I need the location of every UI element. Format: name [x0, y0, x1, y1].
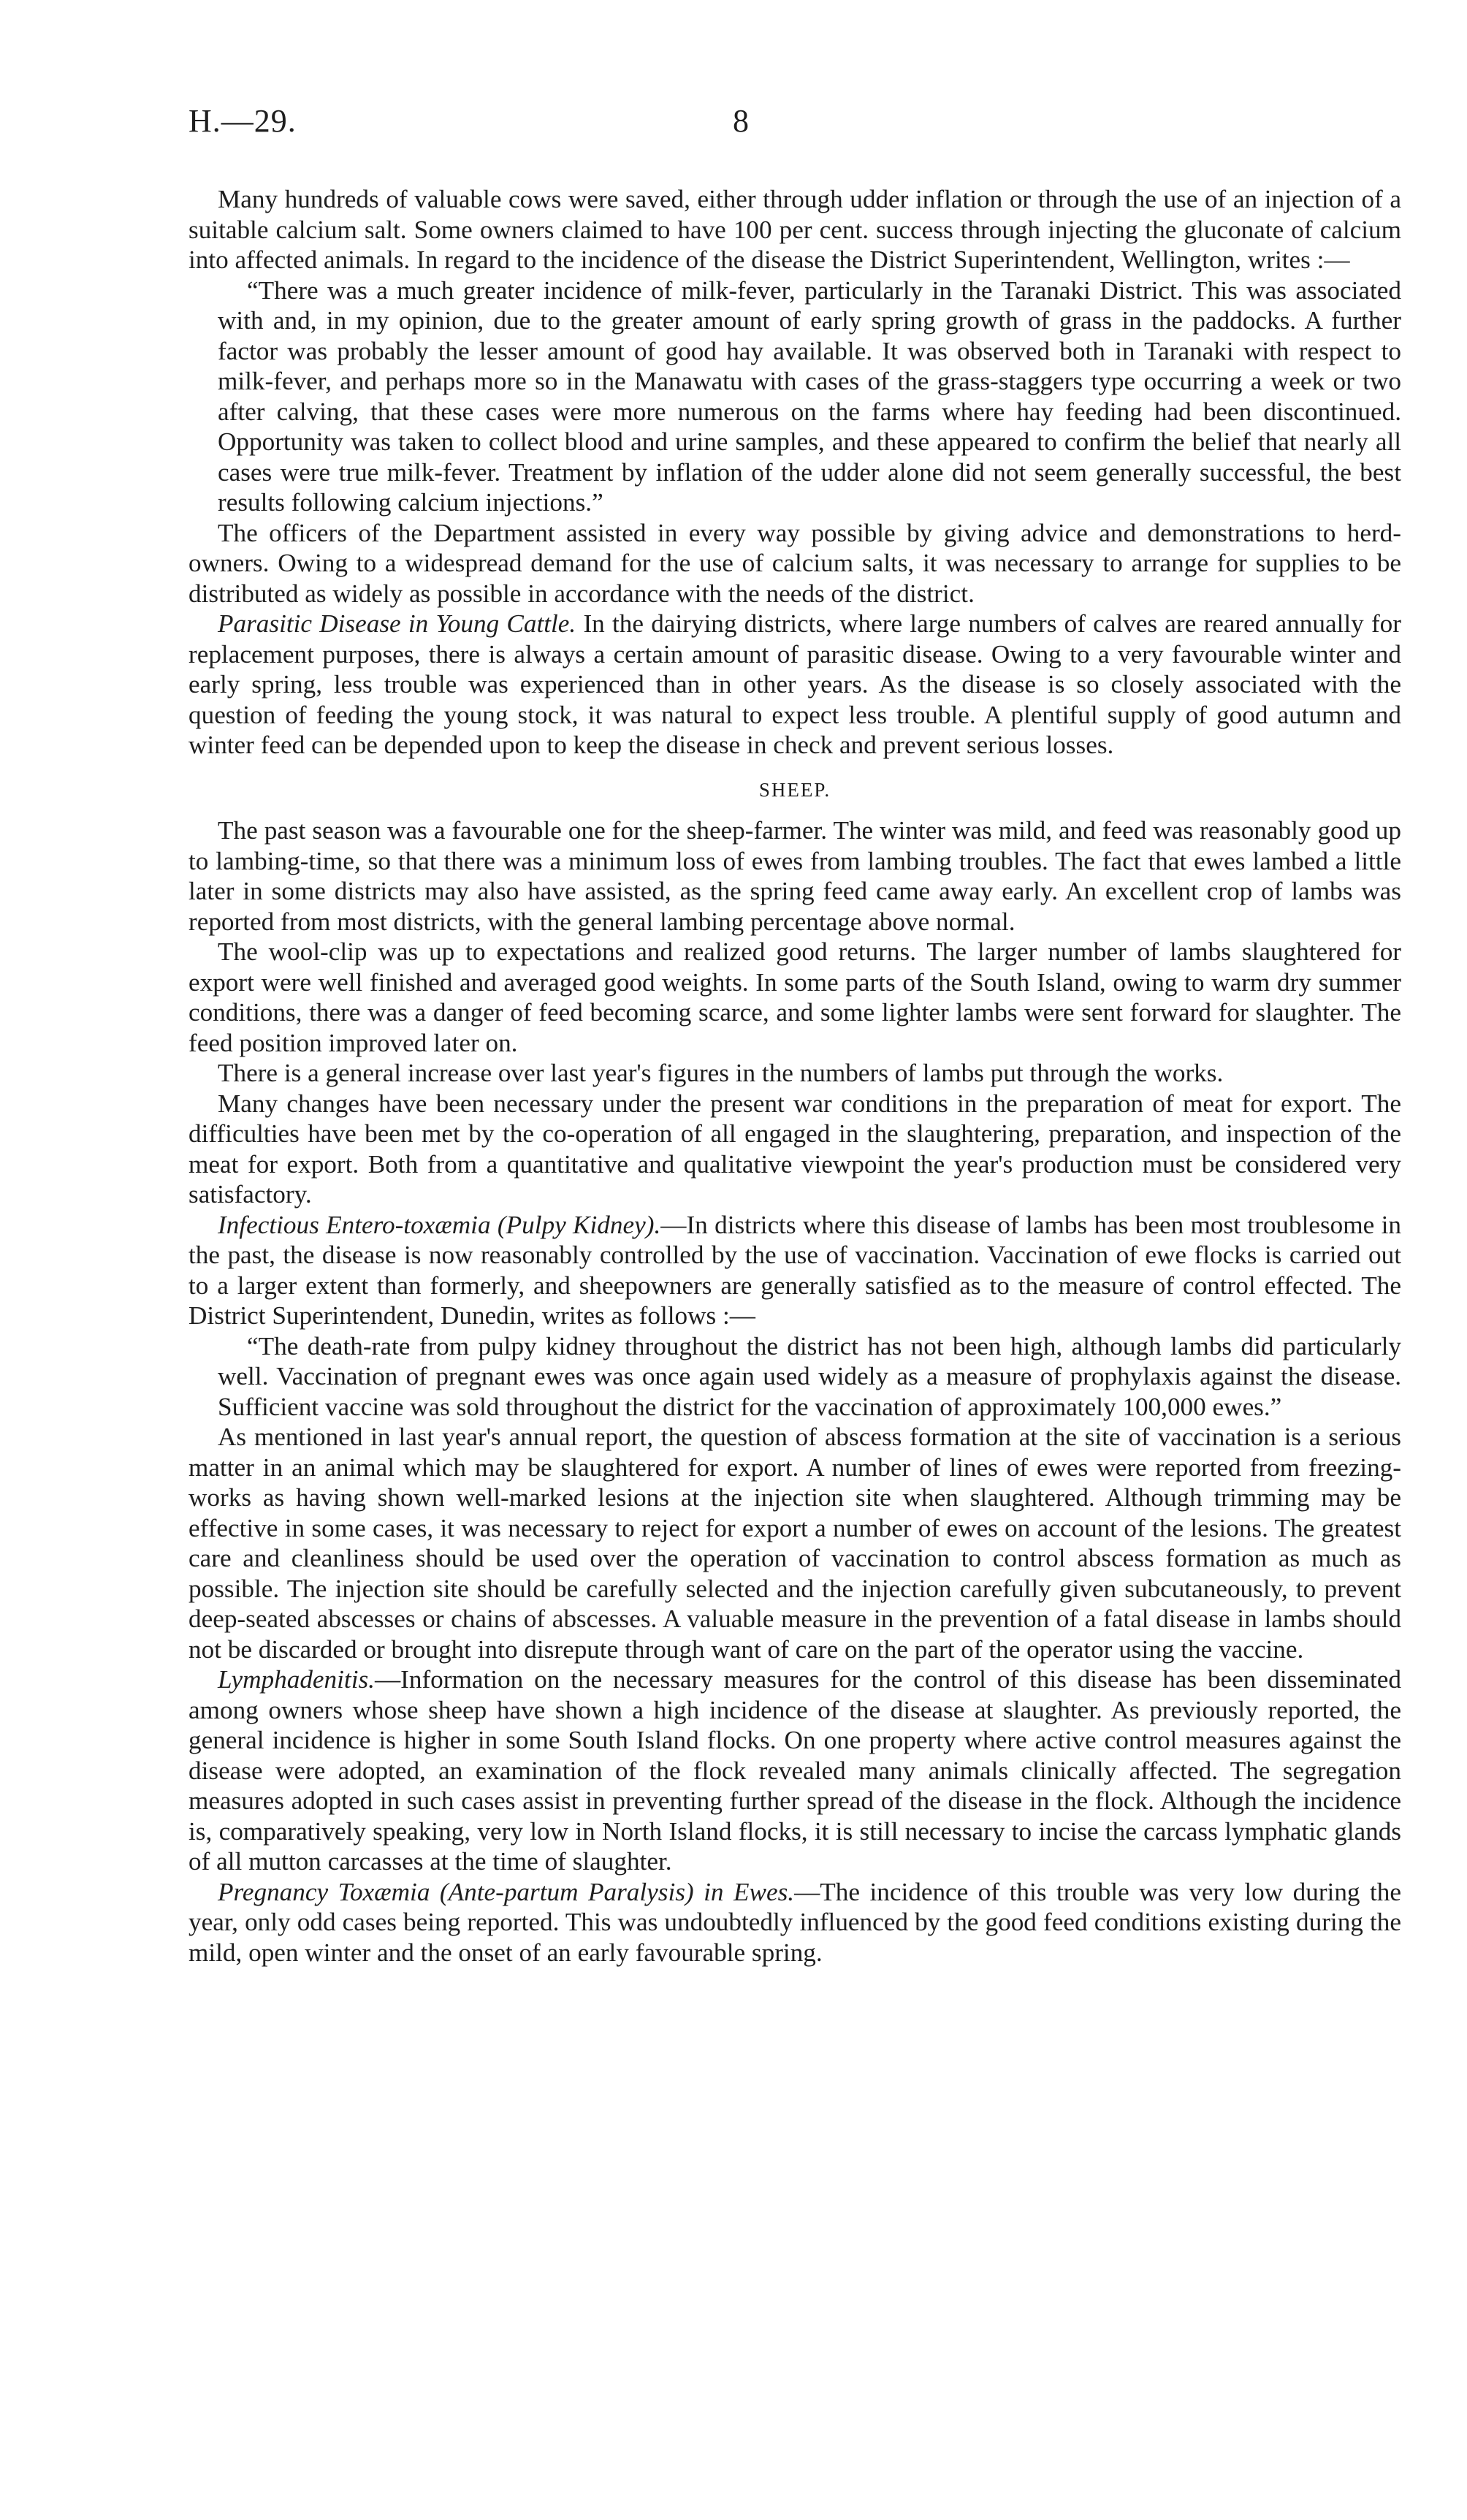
paragraph-calcium-treatment: Many hundreds of valuable cows were saved, either through udder inflation or through the use of an injection of a suitable calcium salt. Some owners claimed to have 100 per cent. success through injecting the gluconate of calcium into affected animals. In regard to the incidence of the disease the District Superintendent, Wellington, writes :—: [188, 185, 1401, 274]
section-title-pulpy-kidney: Infectious Entero-toxæmia (Pulpy Kidney).: [218, 1210, 661, 1239]
paragraph-wool-clip: The wool-clip was up to expectations and realized good returns. The larger number of lambs slaughtered for export were well finished and averaged good weights. In some parts of the South Island, owing to warm dry summer conditions, there was a danger of feed becoming scarce, and some lighter lambs were sent forward for slaughter. The feed position improved later on.: [188, 937, 1401, 1057]
paragraph-text: In the dairying districts, where large numbers of calves are reared annually for replacement purposes, there is always a certain amount of parasitic disease. Owing to a very favourable winter and early spring, less trouble was experienced than in other years. As the disease is so closely associated with the question of feeding the young stock, it was natural to expect less trouble. A plentiful supply of good autumn and winter feed can be depended upon to keep the disease in check and prevent serious losses.: [188, 609, 1401, 759]
page-header: [188, 102, 1401, 146]
paragraph-lamb-numbers: There is a general increase over last year's figures in the numbers of lambs put through the works.: [218, 1059, 1224, 1087]
report-body: [188, 184, 1401, 1968]
quotation-wellington: “There was a much greater incidence of milk-fever, particularly in the Taranaki District. This was associated with and, in my opinion, due to the greater amount of early spring growth of grass in the paddocks. A further factor was probably the lesser amount of good hay available. It was observed both in Taranaki with respect to milk-fever, and perhaps more so in the Manawatu with cases of the grass-staggers type occurring a week or two after calving, that these cases were more numerous on the farms where hay feeding had been discontinued. Opportunity was taken to collect blood and urine samples, and these appeared to confirm the belief that nearly all cases were true milk-fever. Treatment by inflation of the udder alone did not seem generally successful, the best results following calcium injections.”: [218, 275, 1401, 517]
paragraph-department-assistance: The officers of the Department assisted in every way possible by giving advice and demonstrations to herd-owners. Owing to a widespread demand for the use of calcium salts, it was necessary to arrange for supplies to be distributed as widely as possible in accordance with the needs of the district.: [188, 518, 1401, 608]
section-title-parasitic-disease: Parasitic Disease in Young Cattle.: [218, 609, 576, 638]
paragraph-abscess-formation: As mentioned in last year's annual report, the question of abscess formation at the site of vaccination is a serious matter in an animal which may be slaughtered for export. A number of lines of ewes were reported from freezing-works as having shown well-marked lesions at the injection site when slaughtered. Although trimming may be effective in some cases, it was necessary to reject for export a number of ewes on account of the lesions. The greatest care and cleanliness should be used over the operation of vaccination to control abscess formation as much as possible. The injection site should be carefully selected and the injection carefully given subcutaneously, to prevent deep-seated abscesses or chains of abscesses. A valuable measure in the prevention of a fatal disease in lambs should not be discarded or brought into disrepute through want of care on the part of the operator using the vaccine.: [188, 1423, 1401, 1664]
quotation-dunedin: “The death-rate from pulpy kidney throughout the district has not been high, although lambs did particularly well. Vaccination of pregnant ewes was once again used widely as a measure of prophylaxis against the disease. Sufficient vaccine was sold throughout the district for the vaccination of approximately 100,000 ewes.”: [218, 1331, 1401, 1421]
paragraph-pregnancy-toxaemia: [188, 1877, 1401, 1968]
page-reference: H.—29.: [188, 103, 297, 139]
page-number: 8: [733, 103, 749, 139]
paragraph-parasitic-disease: [188, 609, 1401, 761]
section-heading-sheep: SHEEP.: [758, 778, 831, 801]
paragraph-lymphadenitis: [188, 1664, 1401, 1877]
section-title-pregnancy-toxaemia: Pregnancy Toxæmia (Ante-partum Paralysis) in Ewes.: [218, 1877, 795, 1906]
paragraph-text: —The incidence of this trouble was very low during the year, only odd cases being reported. This was undoubtedly influenced by the good feed conditions existing during the mild, open winter and the onset of an early favourable spring.: [188, 1877, 1401, 1967]
paragraph-season: The past season was a favourable one for the sheep-farmer. The winter was mild, and feed was reasonably good up to lambing-time, so that there was a minimum loss of ewes from lambing troubles. The fact that ewes lambed a little later in some districts may also have assisted, as the spring feed came away early. An excellent crop of lambs was reported from most districts, with the general lambing percentage above normal.: [188, 816, 1401, 936]
paragraph-text: —Information on the necessary measures for the control of this disease has been disseminated among owners whose sheep have shown a high incidence of the disease at slaughter. As previously reported, the general incidence is higher in some South Island flocks. On one property where active control measures against the disease were adopted, an examination of the flock revealed many animals clinically affected. The segregation measures adopted in such cases assist in preventing further spread of the disease in the flock. Although the incidence is, comparatively speaking, very low in North Island flocks, it is still necessary to incise the carcass lymphatic glands of all mutton carcasses at the time of slaughter.: [188, 1665, 1401, 1876]
paragraph-text: —In districts where this disease of lambs has been most troublesome in the past, the disease is now reasonably controlled by the use of vaccination. Vaccination of ewe flocks is carried out to a larger extent than formerly, and sheepowners are generally satisfied as to the measure of control effected. The District Superintendent, Dunedin, writes as follows :—: [188, 1210, 1401, 1330]
paragraph-war-conditions: Many changes have been necessary under the present war conditions in the preparation of meat for export. The difficulties have been met by the co-operation of all engaged in the slaughtering, preparation, and inspection of the meat for export. Both from a quantitative and qualitative viewpoint the year's production must be considered very satisfactory.: [188, 1089, 1401, 1208]
paragraph-pulpy-kidney: [188, 1210, 1401, 1331]
section-title-lymphadenitis: Lymphadenitis.: [218, 1665, 375, 1694]
